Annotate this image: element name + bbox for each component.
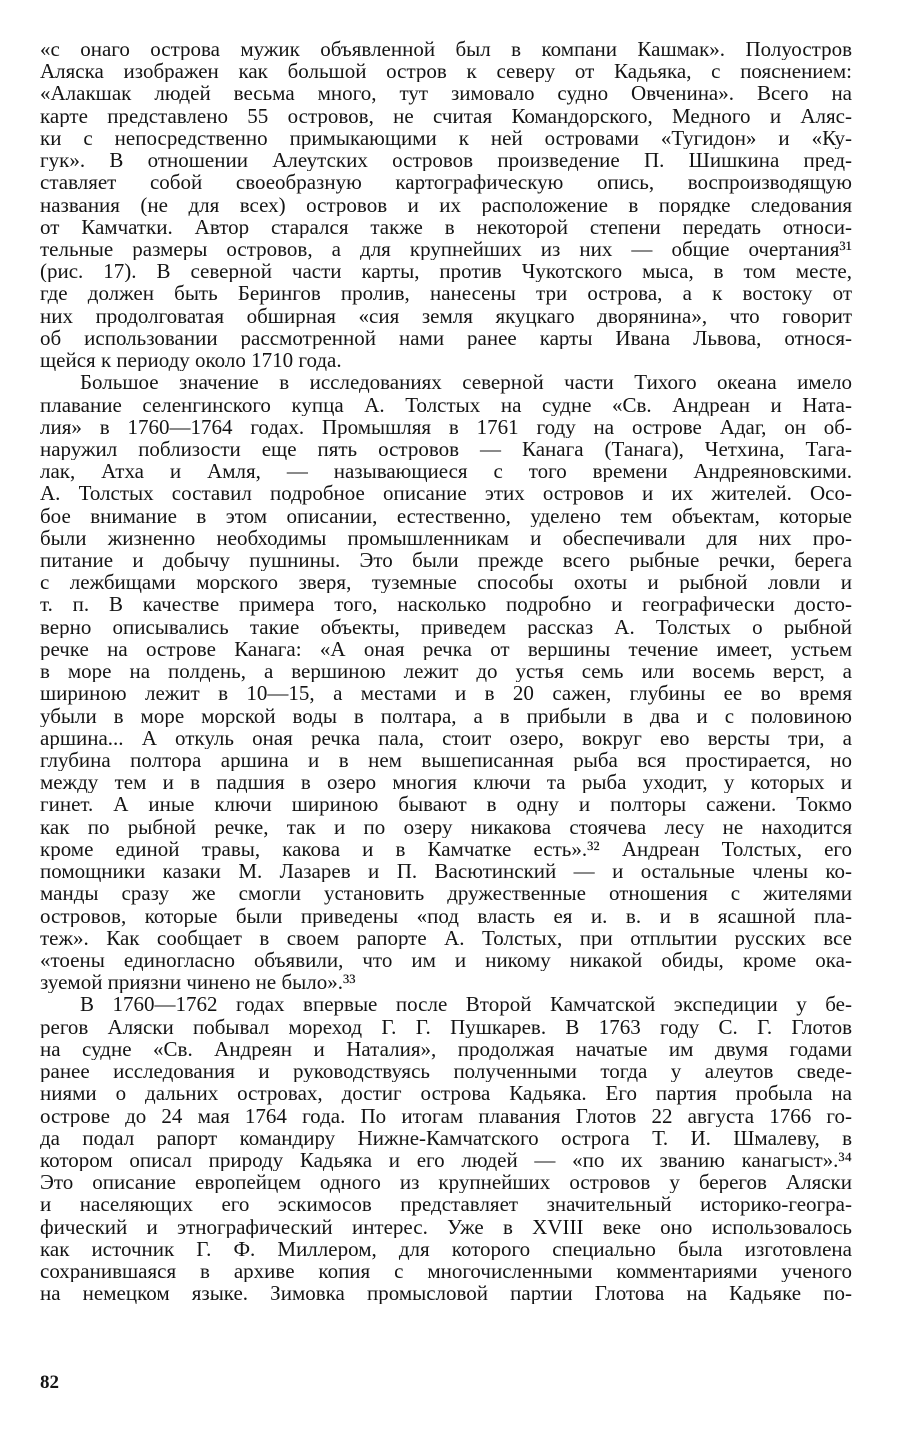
text-line: т. п. В качестве примера того, насколько подробно и географически досто- <box>40 593 852 616</box>
text-line: глубина полтора аршина и в нем вышеписанная рыба вся простирается, но <box>40 749 852 772</box>
text-line: В 1760—1762 годах впервые после Второй Камчатской экспедиции у бе- <box>80 993 852 1016</box>
text-line: на судне «Св. Андреян и Наталия», продолжая начатые им двумя годами <box>40 1037 852 1061</box>
body-text <box>40 38 852 1304</box>
text-line: об использовании рассмотренной нами ранее карты Ивана Львова, относя- <box>40 326 852 350</box>
text-line: Это описание европейцем одного из крупнейших островов у берегов Аляски <box>40 1171 852 1194</box>
text-line: них продолговатая обширная «сия земля якуцкаго дворянина», что говорит <box>40 304 852 327</box>
text-line: верно описывались такие объекты, приведем рассказ А. Толстых о рыбной <box>40 615 852 638</box>
text-line: тельные размеры островов, а для крупнейших из них — общие очертания³¹ <box>40 237 852 261</box>
text-line: щейся к периоду около 1710 года. <box>40 349 342 372</box>
paragraph-2 <box>40 371 852 993</box>
text-line: да подал рапорт командиру Нижне-Камчатского острога Т. И. Шмалеву, в <box>40 1126 852 1149</box>
text-line: плавание селенгинского купца А. Толстых на судне «Св. Андреан и Ната- <box>40 393 852 416</box>
text-line: регов Аляски побывал мореход Г. Г. Пушкарев. В 1763 году С. Г. Глотов <box>40 1015 852 1038</box>
text-line: зуемой приязни чинено не было».³³ <box>40 971 356 994</box>
text-line: котором описал природу Кадьяка и его людей — «по их званию канагыст».³⁴ <box>40 1148 852 1172</box>
text-line: фический и этнографический интерес. Уже в XVIII веке оно использовалось <box>40 1215 852 1238</box>
text-line: лия» в 1760—1764 годах. Промышляя в 1761 году на острове Адаг, он об- <box>40 415 852 438</box>
text-line: карте представлено 55 островов, не считая Командорского, Медного и Аляс- <box>40 104 852 127</box>
text-line: «с онаго острова мужик объявленной был в компани Кашмак». Полуостров <box>40 38 852 61</box>
text-line: манды сразу же смогли установить дружественные отношения с жителями <box>40 882 852 905</box>
text-line: гинет. А иные ключи шириною бывают в одну и полторы сажени. Токмо <box>40 793 852 816</box>
text-line: и населяющих его эскимосов представляет значительный историко-геогра- <box>40 1193 852 1216</box>
text-line: речке на острове Канага: «А оная речка от вершины течение имеет, устьем <box>40 637 852 661</box>
text-line: названия (не для всех) островов и их расположение в порядке следования <box>40 193 852 216</box>
text-line: на немецком языке. Зимовка промысловой партии Глотова на Кадьяке по- <box>40 1282 852 1305</box>
text-line: лак, Атха и Амля, — называющиеся с того времени Андреяновскими. <box>40 460 852 483</box>
text-line: Аляска изображен как большой остров к северу от Кадьяка, с пояснением: <box>40 60 852 83</box>
text-line: «тоены единогласно объявили, что им и никому никакой обиды, кроме ока- <box>40 948 852 972</box>
text-line: питание и добычу пушнины. Это были прежде всего рыбные речки, берега <box>40 549 852 572</box>
text-line: острове до 24 мая 1764 года. По итогам плавания Глотов 22 августа 1766 го- <box>40 1104 852 1127</box>
text-line: ставляет собой своеобразную картографическую опись, воспроизводящую <box>40 171 852 194</box>
text-line: теж». Как сообщает в своем рапорте А. Толстых, при отплытии русских все <box>40 926 852 949</box>
text-line: как по рыбной речке, так и по озеру никакова стоячева лесу не находится <box>40 815 852 838</box>
text-line: с лежбищами морского зверя, туземные способы охоты и рыбной ловли и <box>40 571 852 594</box>
text-line: как источник Г. Ф. Миллером, для которого специально была изготовлена <box>40 1237 852 1261</box>
text-line: ки с непосредственно примыкающими к ней островами «Тугидон» и «Ку- <box>40 126 852 150</box>
text-line: помощники казаки М. Лазарев и П. Васютинский — и остальные члены ко- <box>40 860 852 883</box>
text-line: аршина... А откуль оная речка пала, стоит озеро, вокруг ево версты три, а <box>40 726 852 749</box>
text-line: островов, которые были приведены «под власть ея и. в. и в ясашной пла- <box>40 904 852 927</box>
paragraph-1 <box>40 38 852 371</box>
text-line: от Камчатки. Автор старался также в некоторой степени передать относи- <box>40 215 852 238</box>
text-line: Большое значение в исследованиях северной части Тихого океана имело <box>80 371 852 394</box>
page-number: 82 <box>40 1372 59 1393</box>
text-line: между тем и в падшия в озеро многия ключи та рыба уходит, у которых и <box>40 771 852 794</box>
text-line: бое внимание в этом описании, естественно, уделено тем объектам, которые <box>40 504 852 527</box>
text-line: убыли в море морской воды в полтара, а в прибыли в два и с половиною <box>40 704 852 727</box>
text-line: (рис. 17). В северной части карты, против Чукотского мыса, в том месте, <box>40 260 852 283</box>
text-line: шириною лежит в 10—15, а местами и в 20 сажен, глубины ее во время <box>40 682 852 705</box>
text-line: в море на полдень, а вершиною лежит до устья семь или восемь верст, а <box>40 660 852 683</box>
text-line: ниями о дальних островах, достиг острова Кадьяка. Его партия пробыла на <box>40 1082 852 1105</box>
text-line: гук». В отношении Алеутских островов произведение П. Шишкина пред- <box>40 149 852 172</box>
text-line: кроме единой травы, какова и в Камчатке есть».³² Андреан Толстых, его <box>40 837 852 861</box>
text-line: ранее исследования и руководствуясь полученными тогда у алеутов сведе- <box>40 1060 852 1083</box>
text-line: наружил поблизости еще пять островов — Канага (Танага), Четхина, Тага- <box>40 437 852 461</box>
text-line: были жизненно необходимы промышленникам и обеспечивали для них про- <box>40 526 852 550</box>
paragraph-3 <box>40 993 852 1304</box>
text-line: А. Толстых составил подробное описание этих островов и их жителей. Осо- <box>40 482 852 505</box>
text-line: «Алакшак людей весьма много, тут зимовало судно Овченина». Всего на <box>40 82 852 105</box>
text-line: сохранившаяся в архиве копия с многочисленными комментариями ученого <box>40 1260 852 1283</box>
text-line: где должен быть Берингов пролив, нанесены три острова, а к востоку от <box>40 282 852 305</box>
